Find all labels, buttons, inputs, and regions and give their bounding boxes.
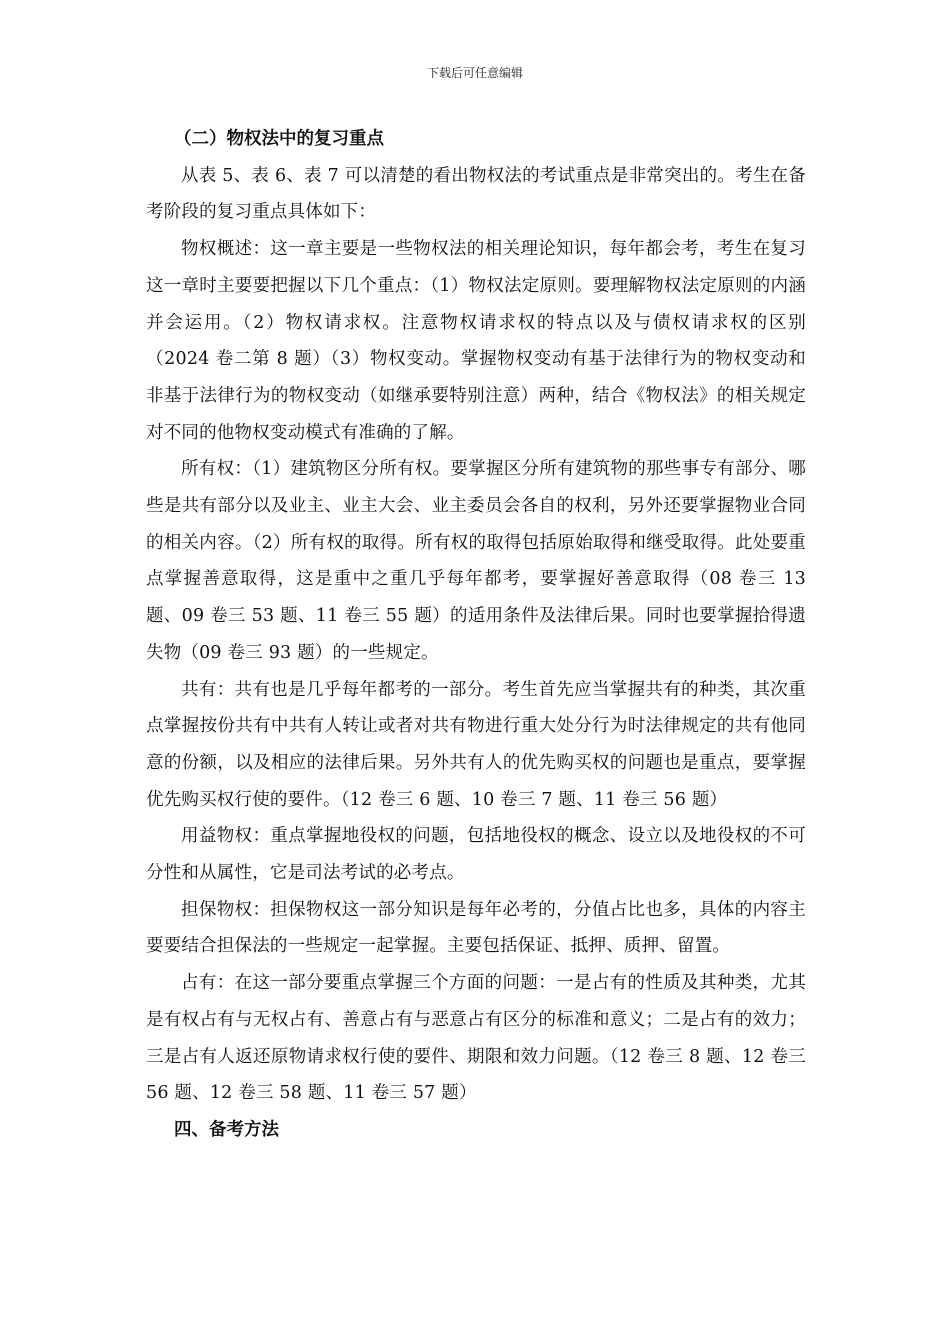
paragraph-security-interest: 担保物权：担保物权这一部分知识是每年必考的，分值占比也多，具体的内容主要要结合担保法的一些规定一起掌握。主要包括保证、抵押、质押、留置。 — [146, 899, 806, 957]
paragraph-ownership: 所有权：（1）建筑物区分所有权。要掌握区分所有建筑物的那些事专有部分、哪些是共有部分以及业主、业主大会、业主委员会各自的权利，另外还要掌握物业合同的相关内容。（2）所有权的取得。所有权的取得包括原始取得和继受取得。此处要重点掌握善意取得，这是重中之重几乎每年都考，要掌握好善意取得（08 卷三 13 题、09 卷三 53 题、11 卷三 55 题）的适用条件及法律后果。同时也要掌握拾得遗失物（09 卷三 93 题）的一些规定。 — [146, 459, 806, 663]
page-header-note: 下载后可任意编辑 — [426, 66, 523, 80]
paragraph-co-ownership: 共有：共有也是几乎每年都考的一部分。考生首先应当掌握共有的种类，其次重点掌握按份共有中共有人转让或者对共有物进行重大处分行为时法律规定的共有他同意的份额，以及相应的法律后果。另外共有人的优先购买权的问题也是重点，要掌握优先购买权行使的要件。（12 卷三 6 题、10 卷三 7 题、11 卷三 56 题） — [146, 679, 806, 810]
section-heading: （二）物权法中的复习重点 — [174, 129, 384, 149]
document-body — [146, 121, 806, 1149]
paragraph-property-overview: 物权概述：这一章主要是一些物权法的相关理论知识，每年都会考，考生在复习这一章时主要要把握以下几个重点：（1）物权法定原则。要理解物权法定原则的内涵并会运用。（2）物权请求权。注意物权请求权的特点以及与债权请求权的区别（2024 卷二第 8 题）（3）物权变动。掌握物权变动有基于法律行为的物权变动和非基于法律行为的物权变动（如继承要特别注意）两种，结合《物权法》的相关规定对不同的他物权变动模式有准确的了解。 — [146, 239, 806, 443]
paragraph-possession: 占有：在这一部分要重点掌握三个方面的问题：一是占有的性质及其种类，尤其是有权占有与无权占有、善意占有与恶意占有区分的标准和意义；二是占有的效力；三是占有人返还原物请求权行使的要件、期限和效力问题。（12 卷三 8 题、12 卷三 56 题、12 卷三 58 题、11 卷三 57 题） — [146, 973, 806, 1104]
paragraph-intro: 从表 5、表 6、表 7 可以清楚的看出物权法的考试重点是非常突出的。考生在备考阶段的复习重点具体如下： — [146, 165, 806, 223]
paragraph-usufruct: 用益物权：重点掌握地役权的问题，包括地役权的概念、设立以及地役权的不可分性和从属性，它是司法考试的必考点。 — [146, 826, 806, 884]
next-section-heading: 四、备考方法 — [174, 1119, 279, 1140]
